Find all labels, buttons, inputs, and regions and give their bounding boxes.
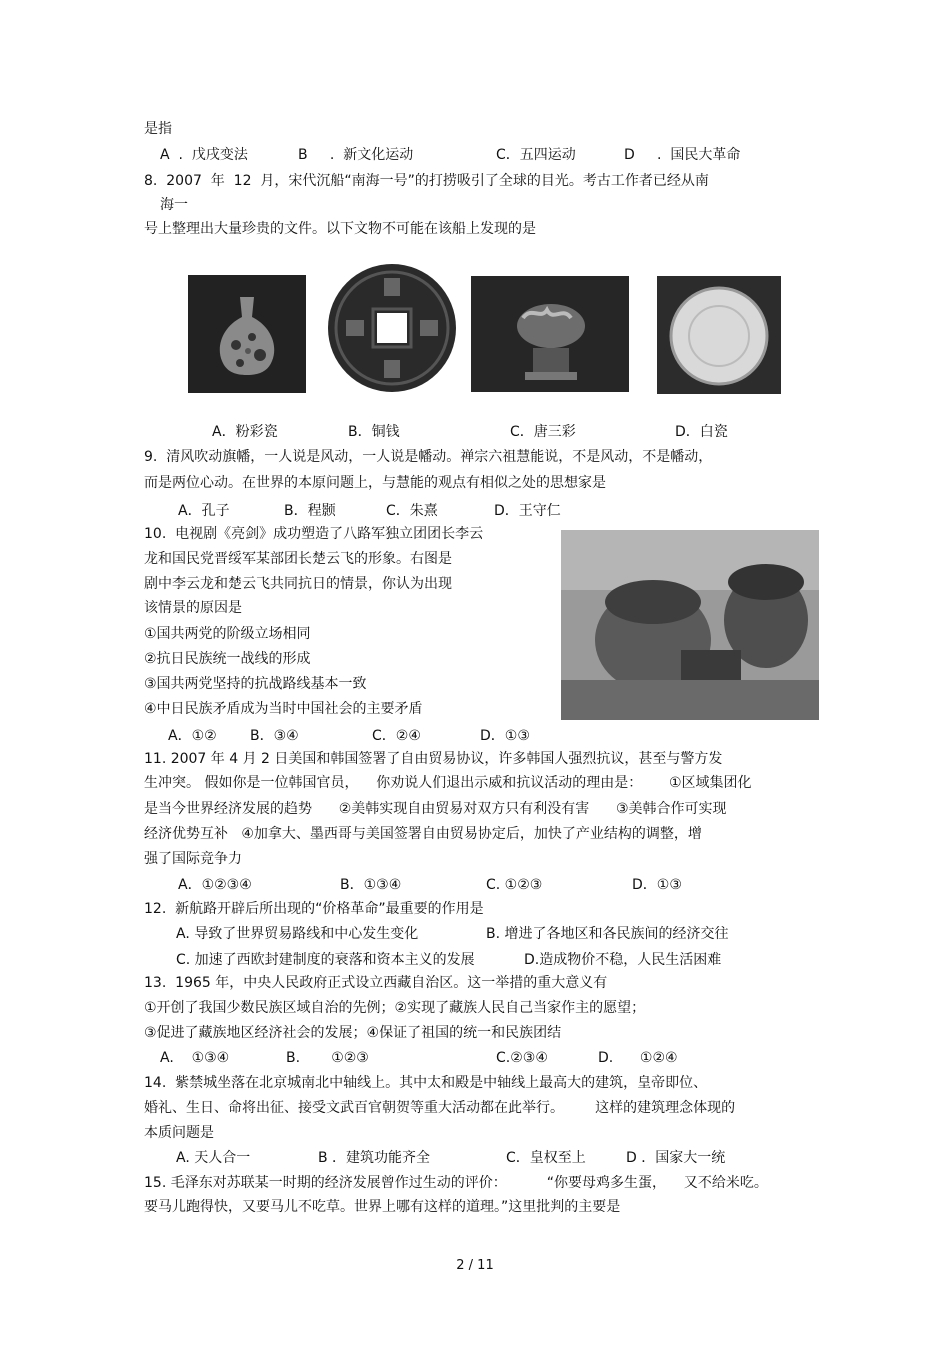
q8-stem-line-3: 号上整理出大量珍贵的文件。以下文物不可能在该船上发现的是	[144, 221, 536, 237]
q10-option-d: D．①③	[480, 728, 530, 744]
q7-option-d: D . 国民大革命	[624, 147, 741, 163]
q12-option-a: A. 导致了世界贸易路线和中心发生变化	[176, 926, 419, 942]
tang-sancai-icon	[471, 276, 629, 392]
q13-option-d: D. ①②④	[598, 1050, 678, 1066]
q7-option-a: A . 戊戌变法	[160, 147, 248, 163]
q8-option-b: B．铜钱	[348, 424, 400, 440]
q14-stem-line-2: 婚礼、生日、命将出征、接受文武百官朝贺等重大活动都在此举行。 这样的建筑理念体现的	[144, 1100, 736, 1116]
q11-option-a: A．①②③④	[178, 877, 252, 893]
q11-option-b: B．①③④	[340, 877, 402, 893]
q9-stem-line-2: 而是两位心动。在世界的本原问题上，与慧能的观点有相似之处的思想家是	[144, 475, 606, 491]
q11-stem-line-3: 是当今世界经济发展的趋势 ②美韩实现自由贸易对双方只有利没有害 ③美韩合作可实现	[144, 801, 727, 817]
q10-statement-4: ④中日民族矛盾成为当时中国社会的主要矛盾	[144, 701, 423, 717]
q15-stem-line-1: 15. 毛泽东对苏联某一时期的经济发展曾作过生动的评价： “你要母鸡多生蛋， 又不给米吃。	[144, 1175, 768, 1191]
q14-option-a: A. 天人合一	[176, 1150, 251, 1166]
vase-icon	[188, 275, 306, 393]
q11-stem-line-5: 强了国际竞争力	[144, 851, 242, 867]
q13-stem-line-1: 13. 1965 年，中央人民政府正式设立西藏自治区。这一举措的重大意义有	[144, 975, 608, 991]
q8-option-c: C．唐三彩	[510, 424, 576, 440]
q11-option-d: D．①③	[632, 877, 682, 893]
q10-stem-line-4: 该情景的原因是	[144, 600, 242, 616]
q9-stem-line-1: 9. 清风吹动旗幡，一人说是风动，一人说是幡动。禅宗六祖慧能说，不是风动，不是幡动，	[144, 449, 713, 465]
q12-stem: 12. 新航路开辟后所出现的“价格革命”最重要的作用是	[144, 901, 484, 917]
q10-statement-2: ②抗日民族统一战线的形成	[144, 651, 311, 667]
q14-stem-line-1: 14. 紫禁城坐落在北京城南北中轴线上。其中太和殿是中轴线上最高大的建筑，皇帝即位、	[144, 1075, 708, 1091]
q10-statement-3: ③国共两党坚持的抗战路线基本一致	[144, 676, 367, 692]
coin-icon	[326, 262, 458, 394]
q10-option-a: A．①②	[168, 728, 217, 744]
q10-statement-1: ①国共两党的阶级立场相同	[144, 626, 311, 642]
q10-stem-line-3: 剧中李云龙和楚云飞共同抗日的情景，你认为出现	[144, 576, 452, 592]
q9-option-c: C．朱熹	[386, 503, 438, 519]
q11-stem-line-4: 经济优势互补 ④加拿大、墨西哥与美国签署自由贸易协定后，加快了产业结构的调整，增	[144, 826, 702, 842]
q10-stem-line-2: 龙和国民党晋绥军某部团长楚云飞的形象。右图是	[144, 551, 452, 567]
q10-option-b: B．③④	[250, 728, 299, 744]
q7-option-b: B . 新文化运动	[298, 147, 414, 163]
q13-statement-1: ①开创了我国少数民族区域自治的先例；②实现了藏族人民自己当家作主的愿望；	[144, 1000, 646, 1016]
q8-stem-line-1: 8. 2007 年 12 月，宋代沉船“南海一号”的打捞吸引了全球的目光。考古工作者已经从南	[144, 173, 709, 189]
q12-option-c: C. 加速了西欧封建制度的衰落和资本主义的发展	[176, 952, 475, 968]
q8-stem-line-2: 海一	[160, 197, 188, 213]
q14-option-c: C．皇权至上	[506, 1150, 586, 1166]
white-porcelain-icon	[657, 276, 781, 394]
q11-option-c: C. ①②③	[486, 877, 543, 893]
q8-option-d: D．白瓷	[675, 424, 728, 440]
page-number: 2 / 11	[456, 1258, 494, 1273]
q7-option-c: C．五四运动	[496, 147, 576, 163]
q13-statement-2: ③促进了藏族地区经济社会的发展；④保证了祖国的统一和民族团结	[144, 1025, 562, 1041]
q14-option-b: B ．建筑功能齐全	[318, 1150, 431, 1166]
q10-stem-line-1: 10. 电视剧《亮剑》成功塑造了八路军独立团团长李云	[144, 526, 484, 542]
q13-option-b: B. ①②③	[286, 1050, 369, 1066]
q8-option-a: A．粉彩瓷	[212, 424, 278, 440]
q9-option-d: D．王守仁	[494, 503, 561, 519]
q13-option-a: A. ①③④	[160, 1050, 230, 1066]
q11-stem-line-1: 11. 2007 年 4 月 2 日美国和韩国签署了自由贸易协议，许多韩国人强烈抗议，甚至与警方发	[144, 751, 723, 767]
q12-option-d: D.造成物价不稳，人民生活困难	[524, 952, 722, 968]
q11-stem-line-2: 生冲突。 假如你是一位韩国官员， 你劝说人们退出示威和抗议活动的理由是： ①区域集团化	[144, 775, 752, 791]
q13-option-c: C.②③④	[496, 1050, 548, 1066]
q14-option-d: D ．国家大一统	[626, 1150, 726, 1166]
q10-option-c: C．②④	[372, 728, 421, 744]
q7-stem-tail: 是指	[144, 121, 172, 137]
soldiers-photo-icon	[561, 530, 819, 720]
q14-stem-line-3: 本质问题是	[144, 1125, 214, 1141]
q15-stem-line-2: 要马儿跑得快，又要马儿不吃草。世界上哪有这样的道理。”这里批判的主要是	[144, 1199, 621, 1215]
q9-option-b: B．程颢	[284, 503, 336, 519]
q12-option-b: B. 增进了各地区和各民族间的经济交往	[486, 926, 729, 942]
q9-option-a: A．孔子	[178, 503, 230, 519]
